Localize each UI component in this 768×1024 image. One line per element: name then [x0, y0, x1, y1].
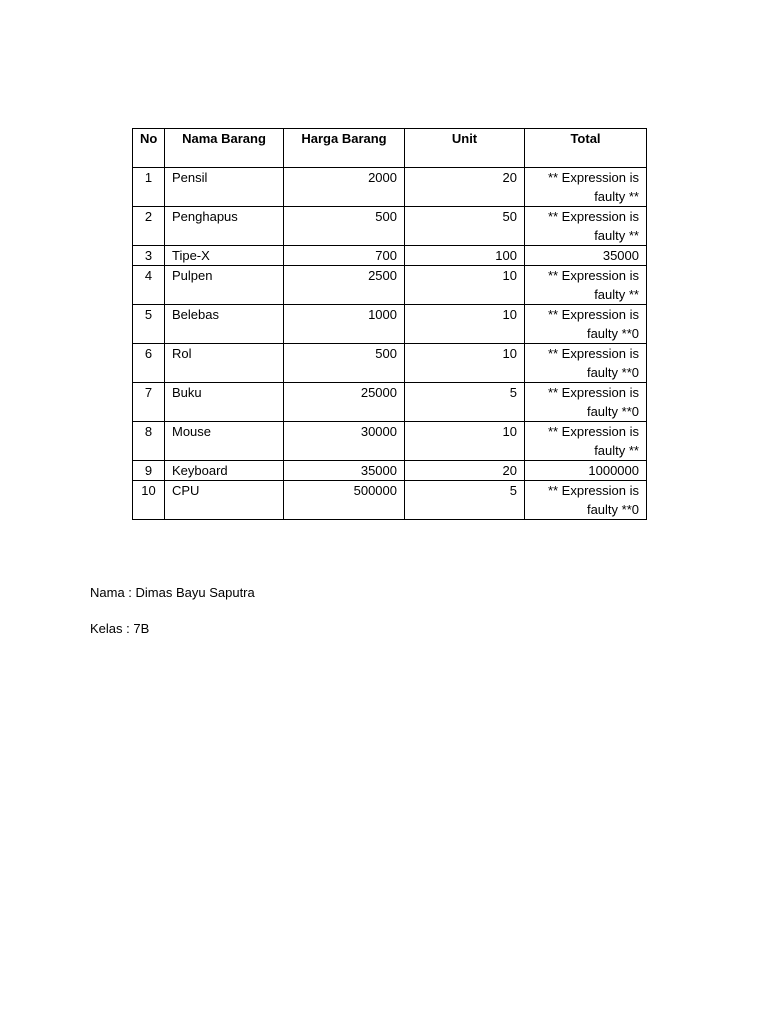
cell-total: ** Expression is faulty **0: [525, 344, 647, 383]
cell-total: ** Expression is faulty **0: [525, 305, 647, 344]
table-row: [133, 207, 647, 246]
cell-total: 35000: [525, 246, 647, 266]
cell-price: 500: [284, 207, 405, 246]
cell-price: 2500: [284, 266, 405, 305]
cell-no: 10: [133, 481, 165, 520]
cell-name: Pulpen: [165, 266, 284, 305]
cell-unit: 5: [405, 481, 525, 520]
table-row: [133, 266, 647, 305]
header-name: Nama Barang: [165, 129, 284, 168]
cell-price: 700: [284, 246, 405, 266]
table-row: [133, 168, 647, 207]
header-unit: Unit: [405, 129, 525, 168]
table-body: [133, 168, 647, 520]
cell-unit: 20: [405, 461, 525, 481]
cell-name: Keyboard: [165, 461, 284, 481]
table-row: [133, 344, 647, 383]
cell-price: 500: [284, 344, 405, 383]
cell-name: Rol: [165, 344, 284, 383]
cell-no: 2: [133, 207, 165, 246]
cell-name: Belebas: [165, 305, 284, 344]
table-row: [133, 383, 647, 422]
cell-unit: 10: [405, 305, 525, 344]
cell-unit: 50: [405, 207, 525, 246]
cell-price: 35000: [284, 461, 405, 481]
cell-total: ** Expression is faulty **0: [525, 383, 647, 422]
student-class: Kelas : 7B: [90, 621, 150, 636]
table-row: [133, 461, 647, 481]
cell-total: ** Expression is faulty **: [525, 422, 647, 461]
table-row: [133, 305, 647, 344]
cell-unit: 10: [405, 422, 525, 461]
cell-name: Tipe-X: [165, 246, 284, 266]
table-row: [133, 481, 647, 520]
goods-table: [132, 128, 647, 520]
cell-price: 500000: [284, 481, 405, 520]
cell-unit: 10: [405, 344, 525, 383]
header-price: Harga Barang: [284, 129, 405, 168]
cell-price: 30000: [284, 422, 405, 461]
cell-name: Penghapus: [165, 207, 284, 246]
header-total: Total: [525, 129, 647, 168]
cell-name: Pensil: [165, 168, 284, 207]
cell-price: 1000: [284, 305, 405, 344]
cell-price: 25000: [284, 383, 405, 422]
cell-no: 7: [133, 383, 165, 422]
table-header-row: [133, 129, 647, 168]
cell-unit: 10: [405, 266, 525, 305]
cell-no: 5: [133, 305, 165, 344]
cell-total: ** Expression is faulty **: [525, 168, 647, 207]
cell-price: 2000: [284, 168, 405, 207]
cell-unit: 5: [405, 383, 525, 422]
cell-total: 1000000: [525, 461, 647, 481]
cell-no: 6: [133, 344, 165, 383]
header-no: No: [133, 129, 165, 168]
cell-total: ** Expression is faulty **: [525, 207, 647, 246]
cell-no: 3: [133, 246, 165, 266]
cell-no: 9: [133, 461, 165, 481]
cell-unit: 100: [405, 246, 525, 266]
cell-name: Buku: [165, 383, 284, 422]
cell-no: 1: [133, 168, 165, 207]
cell-unit: 20: [405, 168, 525, 207]
student-name: Nama : Dimas Bayu Saputra: [90, 585, 255, 600]
cell-no: 4: [133, 266, 165, 305]
cell-name: Mouse: [165, 422, 284, 461]
cell-name: CPU: [165, 481, 284, 520]
cell-total: ** Expression is faulty **0: [525, 481, 647, 520]
cell-total: ** Expression is faulty **: [525, 266, 647, 305]
cell-no: 8: [133, 422, 165, 461]
table-row: [133, 246, 647, 266]
table-row: [133, 422, 647, 461]
